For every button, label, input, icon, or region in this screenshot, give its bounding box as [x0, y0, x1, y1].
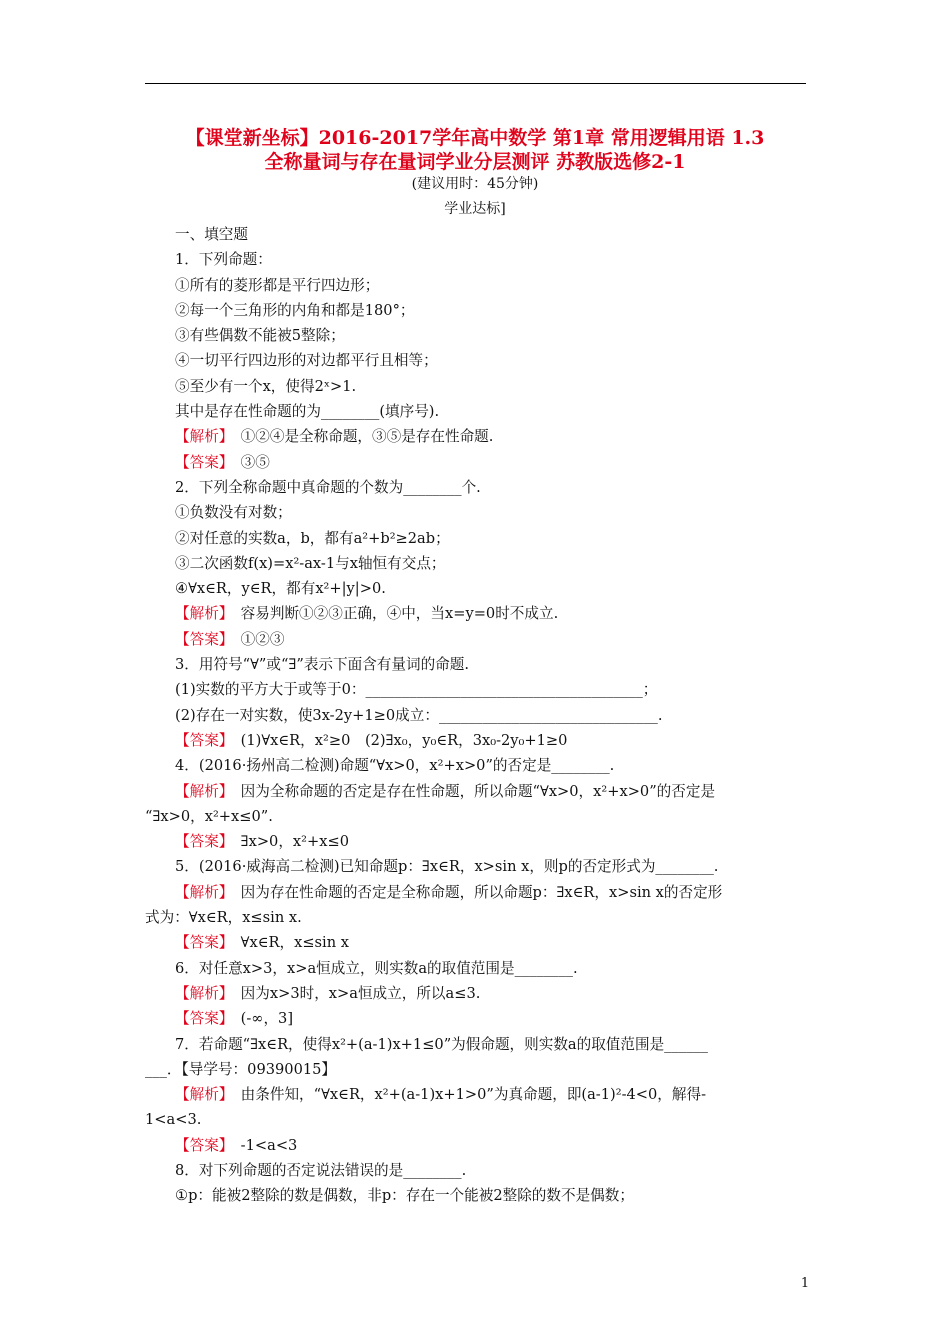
answer-tag: 【答案】 [175, 1136, 227, 1154]
line-text: 6．对任意x>3，x>a恒成立，则实数a的取值范围是________. [175, 959, 578, 977]
line-text: 由条件知，“∀x∈R，x²+(a-1)x+1>0”为真命题，即(a-1)²-4<0，解得- [226, 1086, 707, 1104]
header-rule [145, 83, 806, 84]
answer-tag: 【答案】 [175, 1010, 227, 1028]
answer-tag: 【答案】 [175, 453, 227, 471]
document-title [100, 126, 850, 174]
text-line [145, 374, 807, 399]
text-line [145, 627, 807, 652]
text-line [145, 1158, 807, 1183]
answer-tag: 【答案】 [175, 934, 227, 952]
line-text: -1<a<3 [226, 1136, 298, 1154]
text-line [145, 1032, 807, 1057]
text-line [145, 829, 807, 854]
text-line [145, 247, 807, 272]
line-text: 7．若命题“∃x∈R，使得x²+(a-1)x+1≤0”为假命题，则实数a的取值范围是______ [175, 1035, 708, 1053]
text-line [145, 526, 807, 551]
line-text: ①所有的菱形都是平行四边形； [175, 276, 380, 294]
section-heading: 学业达标] [444, 201, 506, 217]
line-text: 1<a<3. [145, 1111, 202, 1129]
text-line [145, 1082, 807, 1107]
text-line [145, 424, 807, 449]
line-text: (-∞，3] [226, 1010, 294, 1028]
time-note: (建议用时：45分钟) [411, 176, 539, 192]
line-text: ①p：能被2整除的数是偶数，非p：存在一个能被2整除的数不是偶数； [175, 1187, 634, 1205]
line-text: ④一切平行四边形的对边都平行且相等； [175, 352, 438, 370]
text-line [145, 450, 807, 475]
text-line [145, 779, 807, 804]
line-text: ③有些偶数不能被5整除； [175, 327, 345, 345]
text-line [145, 1107, 807, 1132]
text-line [145, 956, 807, 981]
line-text: 4．(2016·扬州高二检测)命题“∀x>0，x²+x>0”的否定是________. [175, 757, 615, 775]
text-line [145, 475, 807, 500]
answer-tag: 【解析】 [175, 883, 227, 901]
line-text: ①②③ [226, 630, 285, 648]
text-line [145, 500, 807, 525]
text-line [145, 298, 807, 323]
line-text: 3．用符号“∀”或“∃”表示下面含有量词的命题. [175, 656, 469, 674]
text-line [145, 601, 807, 626]
line-text: 因为全称命题的否定是存在性命题，所以命题“∀x>0，x²+x>0”的否定是 [226, 782, 716, 800]
text-line [145, 677, 807, 702]
answer-tag: 【解析】 [175, 1086, 227, 1104]
document-body [145, 222, 807, 1209]
answer-tag: 【解析】 [175, 782, 227, 800]
line-text: ⑤至少有一个x，使得2ˣ>1. [175, 377, 357, 395]
line-text: (1)∀x∈R，x²≥0 (2)∃x₀，y₀∈R，3x₀-2y₀+1≥0 [226, 731, 568, 749]
page-number: 1 [800, 1276, 810, 1291]
line-text: 8．对下列命题的否定说法错误的是________. [175, 1161, 467, 1179]
text-line [145, 1057, 807, 1082]
text-line [145, 753, 807, 778]
text-line [145, 703, 807, 728]
text-line [145, 1133, 807, 1158]
line-text: (1)实数的平方大于或等于0：______________________________________； [175, 681, 658, 699]
text-line [145, 348, 807, 373]
line-text: ④∀x∈R，y∈R，都有x²+|y|>0. [175, 580, 386, 598]
text-line [145, 1183, 807, 1208]
text-line [145, 804, 807, 829]
line-text: 因为存在性命题的否定是全称命题，所以命题p：∃x∈R，x>sin x的否定形 [226, 883, 723, 901]
text-line [145, 1006, 807, 1031]
line-text: 式为：∀x∈R，x≤sin x. [145, 909, 302, 927]
line-text: ∃x>0，x²+x≤0 [226, 833, 349, 851]
text-line [145, 652, 807, 677]
text-line [145, 399, 807, 424]
answer-tag: 【解析】 [175, 605, 227, 623]
title-line-2: 全称量词与存在量词学业分层测评 苏教版选修2-1 [264, 151, 686, 173]
text-line [145, 930, 807, 955]
line-text: 2．下列全称命题中真命题的个数为________个. [175, 478, 481, 496]
line-text: ___．【导学号：09390015】 [145, 1060, 337, 1078]
line-text: ②对任意的实数a，b，都有a²+b²≥2ab； [175, 529, 450, 547]
line-text: (2)存在一对实数，使3x-2y+1≥0成立：______________________________. [175, 706, 663, 724]
line-text: ③⑤ [226, 453, 270, 471]
text-line [145, 905, 807, 930]
line-text: 容易判断①②③正确，④中，当x=y=0时不成立. [226, 605, 559, 623]
text-line [145, 576, 807, 601]
line-text: 1．下列命题： [175, 251, 272, 269]
answer-tag: 【答案】 [175, 630, 227, 648]
text-line [145, 854, 807, 879]
title-line-1: 【课堂新坐标】2016-2017学年高中数学 第1章 常用逻辑用语 1.3 [185, 127, 765, 149]
answer-tag: 【答案】 [175, 833, 227, 851]
text-line [145, 728, 807, 753]
line-text: “∃x>0，x²+x≤0”. [145, 807, 273, 825]
text-line [145, 222, 807, 247]
answer-tag: 【答案】 [175, 731, 227, 749]
answer-tag: 【解析】 [175, 428, 227, 446]
line-text: 因为x>3时，x>a恒成立，所以a≤3. [226, 984, 481, 1002]
line-text: 5．(2016·威海高二检测)已知命题p：∃x∈R，x>sin x，则p的否定形式为________. [175, 858, 719, 876]
line-text: ∀x∈R，x≤sin x [226, 934, 349, 952]
line-text: ①负数没有对数； [175, 504, 292, 522]
text-line [145, 273, 807, 298]
text-line [145, 880, 807, 905]
line-text: 其中是存在性命题的为________(填序号). [175, 403, 440, 421]
answer-tag: 【解析】 [175, 984, 227, 1002]
line-text: ①②④是全称命题，③⑤是存在性命题. [226, 428, 494, 446]
text-line [145, 323, 807, 348]
text-line [145, 551, 807, 576]
line-text: 一、填空题 [175, 226, 248, 243]
line-text: ③二次函数f(x)=x²-ax-1与x轴恒有交点； [175, 554, 446, 572]
line-text: ②每一个三角形的内角和都是180°； [175, 301, 415, 319]
text-line [145, 981, 807, 1006]
